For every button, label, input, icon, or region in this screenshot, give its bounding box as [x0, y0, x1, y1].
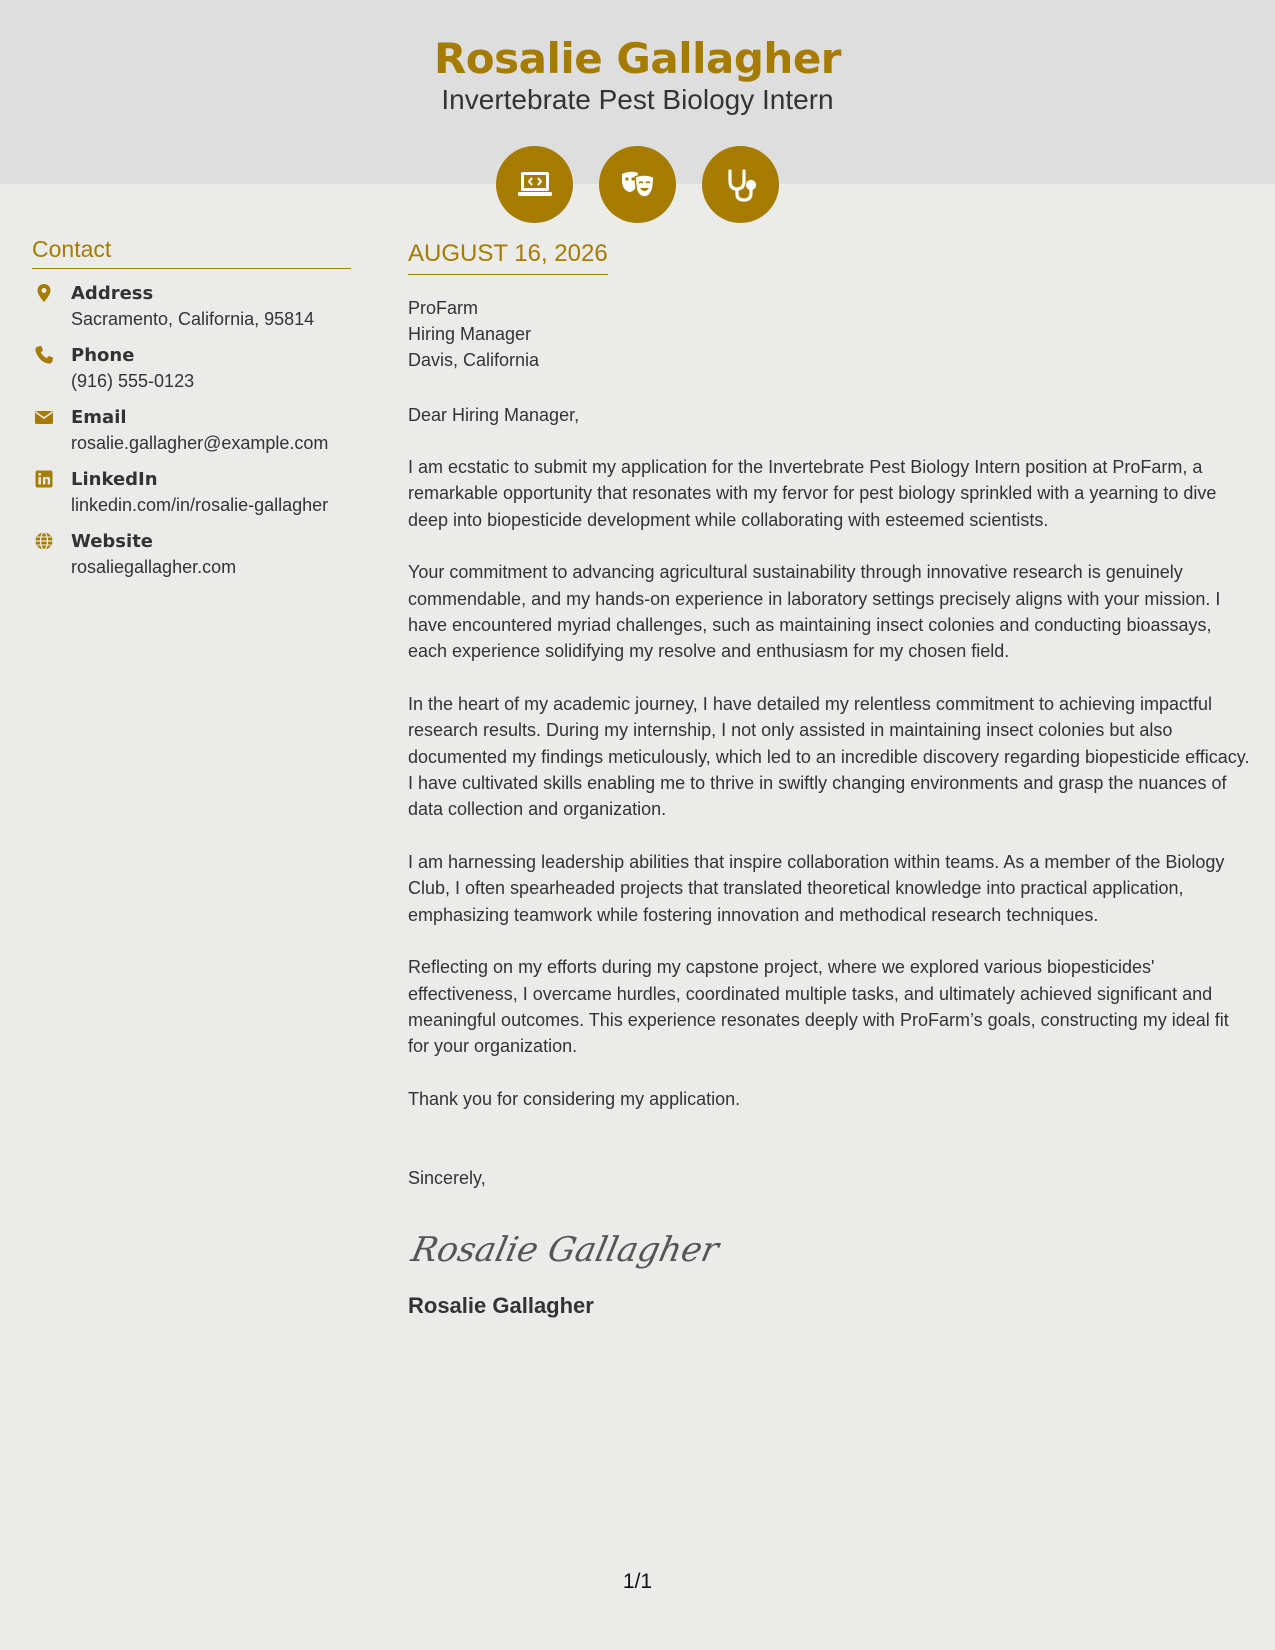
applicant-title: Invertebrate Pest Biology Intern: [441, 84, 834, 115]
recipient-block: [408, 295, 1250, 373]
recipient-company: ProFarm: [408, 298, 479, 318]
linkedin-icon: [34, 469, 54, 489]
contact-heading: Contact: [32, 236, 351, 269]
contact-address-value: Sacramento, California, 95814: [71, 309, 315, 329]
contact-linkedin: [32, 467, 351, 517]
contact-website-label: Website: [71, 531, 154, 552]
contact-linkedin-label: LinkedIn: [71, 469, 158, 490]
contact-website: [32, 529, 351, 579]
globe-icon: [34, 531, 54, 551]
contact-linkedin-value[interactable]: linkedin.com/in/rosalie-gallagher: [71, 495, 329, 515]
contact-address: [32, 281, 351, 331]
location-pin-icon: [34, 283, 54, 303]
contact-phone-label: Phone: [71, 345, 135, 366]
signature-image: [407, 1213, 723, 1283]
closing: Sincerely,: [408, 1168, 486, 1189]
paragraph: In the heart of my academic journey, I have detailed my relentless commitment to achieving impactful research results. During my internship, I not only assisted in maintaining insect colonies but also documented my findings meticulously, which led to an incredible discovery regarding biopesticide efficacy. I have cultivated skills enabling me to thrive in swiftly changing environments and grasp the nuances of data collection and organization.: [408, 693, 1250, 820]
phone-icon: [34, 345, 54, 365]
recipient-location: Davis, California: [408, 350, 540, 370]
laptop-code-icon: [496, 146, 573, 223]
paragraph: Your commitment to advancing agricultural sustainability through innovative research is genuinely commendable, and my hands-on experience in laboratory settings precisely aligns with your mission. I have encountered myriad challenges, such as maintaining insect colonies and conducting bioassays, each experience solidifying my resolve and enthusiasm for my chosen field.: [408, 562, 1221, 662]
paragraph: I am ecstatic to submit my application for the Invertebrate Pest Biology Intern position at ProFarm, a remarkable opportunity that resonates with my fervor for pest biology sprinkled with a yearning to dive deep into biopesticide development while collaborating with esteemed scientists.: [408, 457, 1217, 530]
contact-email: [32, 405, 351, 455]
letter-date: AUGUST 16, 2026: [408, 240, 608, 275]
letter-body: [408, 240, 1250, 1319]
paragraph: I am harnessing leadership abilities that inspire collaboration within teams. As a member of the Biology Club, I often spearheaded projects that translated theoretical knowledge into practical application, emphasizing teamwork while fostering innovation and methodical research techniques.: [408, 851, 1225, 925]
stethoscope-icon: [702, 146, 779, 223]
theater-masks-icon: [599, 146, 676, 223]
signer-name: Rosalie Gallagher: [408, 1293, 594, 1319]
contact-email-value[interactable]: rosalie.gallagher@example.com: [71, 433, 329, 453]
applicant-name: Rosalie Gallagher: [433, 34, 842, 83]
contact-sidebar: [32, 236, 351, 579]
greeting: Dear Hiring Manager,: [408, 405, 580, 425]
contact-website-value[interactable]: rosaliegallagher.com: [71, 557, 237, 577]
signature: [408, 1213, 1250, 1283]
contact-phone-value: (916) 555-0123: [71, 371, 195, 391]
contact-address-label: Address: [71, 283, 154, 304]
paragraph: Thank you for considering my application.: [408, 1088, 741, 1109]
contact-phone: [32, 343, 351, 393]
envelope-icon: [34, 407, 54, 427]
page-number: 1/1: [622, 1570, 653, 1593]
contact-email-label: Email: [71, 407, 127, 428]
svg-text:Rosalie Gallagher: Rosalie Gallagher: [407, 1230, 723, 1271]
recipient-role: Hiring Manager: [408, 324, 532, 344]
paragraph: Reflecting on my efforts during my capstone project, where we explored various biopesticides' effectiveness, I overcame hurdles, coordinated multiple tasks, and ultimately achieved significant and meaningful outcomes. This experience resonates deeply with ProFarm’s goals, constructing my ideal fit for your organization.: [408, 957, 1229, 1057]
